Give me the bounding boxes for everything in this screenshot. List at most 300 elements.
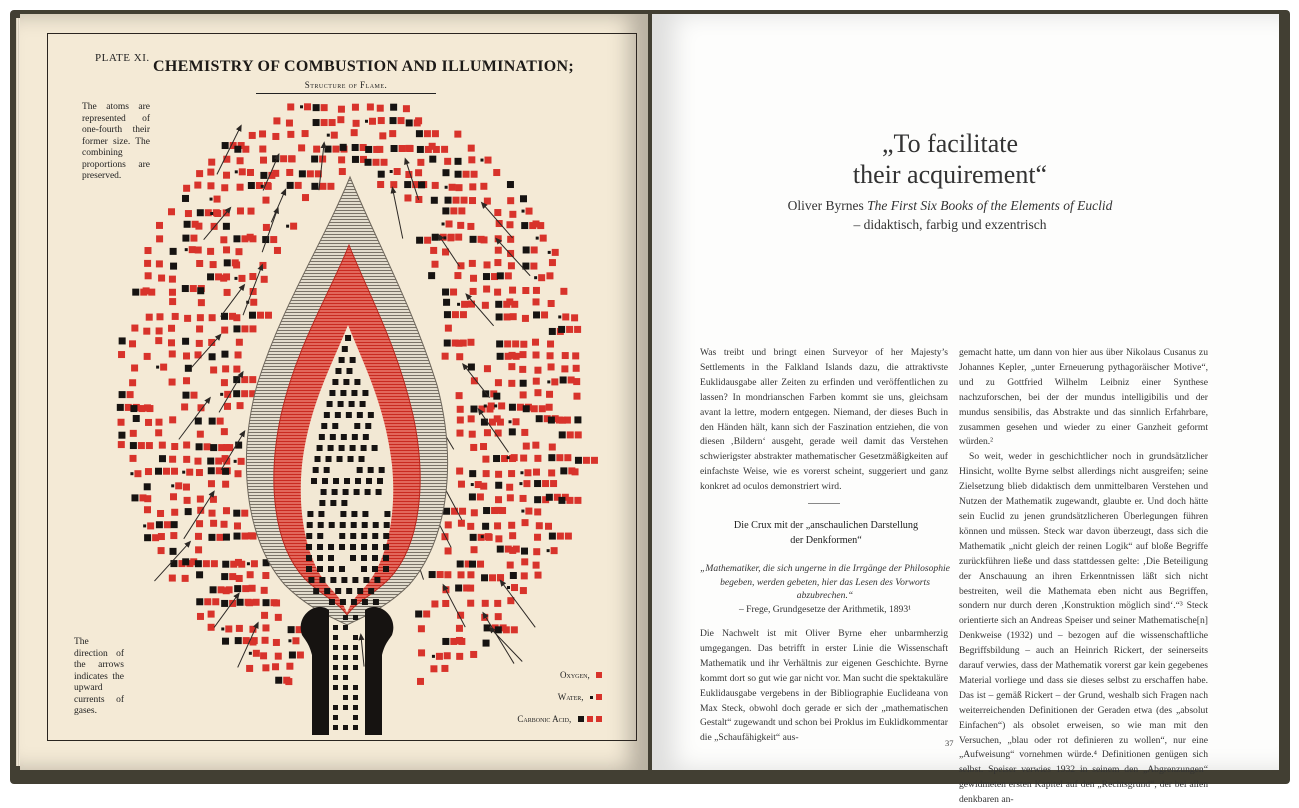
oxygen-atom	[482, 600, 489, 607]
carbon-atom	[327, 401, 333, 407]
oxygen-atom	[249, 585, 256, 592]
current-arrow	[484, 614, 514, 663]
wick-atoms	[333, 615, 358, 730]
carbon-atom	[317, 555, 323, 561]
oxygen-atom	[429, 143, 436, 150]
oxygen-atom	[493, 169, 500, 176]
carbon-atom	[339, 566, 345, 572]
oxygen-atom	[533, 548, 540, 555]
carbon-atom	[384, 522, 390, 528]
carbon-atom	[373, 522, 379, 528]
oxygen-atom	[204, 443, 211, 450]
carbon-atom	[534, 496, 541, 503]
oxygen-atom	[170, 532, 177, 539]
hydrogen-atom	[445, 186, 448, 189]
oxygen-atom	[237, 184, 244, 191]
carbon-atom	[346, 368, 352, 374]
oxygen-atom	[520, 455, 527, 462]
carbon-atom	[406, 119, 413, 126]
plate-title: CHEMISTRY OF COMBUSTION AND ILLUMINATION;	[153, 58, 593, 76]
oxygen-atom	[289, 155, 296, 162]
oxygen-atom	[457, 222, 464, 229]
carbon-atom	[311, 156, 318, 163]
oxygen-atom	[196, 170, 203, 177]
oxygen-atom	[253, 599, 260, 606]
oxygen-atom	[445, 521, 452, 528]
oxygen-atom	[533, 352, 540, 359]
oxygen-atom	[169, 379, 176, 386]
carbon-atom	[343, 695, 348, 700]
oxygen-atom	[157, 510, 164, 517]
oxygen-atom	[242, 585, 249, 592]
carbon-atom	[373, 599, 379, 605]
oxygen-atom	[262, 637, 269, 644]
oxygen-atom	[146, 314, 153, 321]
carbon-atom	[353, 685, 358, 690]
hydrogen-atom	[249, 652, 252, 655]
carbon-atom	[317, 544, 323, 550]
oxygen-atom	[208, 611, 215, 618]
oxygen-atom	[549, 444, 556, 451]
hydrogen-atom	[300, 105, 303, 108]
oxygen-atom	[508, 522, 515, 529]
carbon-atom	[509, 428, 516, 435]
oxygen-atom	[118, 419, 125, 426]
oxygen-atom	[547, 341, 554, 348]
carbon-atom	[324, 146, 331, 153]
oxygen-atom	[532, 220, 539, 227]
oxygen-atom	[520, 341, 527, 348]
oxygen-atom	[535, 572, 542, 579]
carbon-atom	[335, 588, 341, 594]
carbon-atom	[365, 146, 372, 153]
oxygen-atom	[223, 587, 230, 594]
oxygen-atom	[551, 547, 558, 554]
oxygen-atom	[262, 664, 269, 671]
carbon-atom	[361, 544, 367, 550]
oxygen-atom	[223, 507, 230, 514]
oxygen-atom	[469, 197, 476, 204]
carbon-atom	[249, 312, 256, 319]
oxygen-atom	[524, 469, 531, 476]
oxygen-atom	[196, 340, 203, 347]
carbon-atom	[339, 445, 345, 451]
carbon-atom	[523, 246, 530, 253]
oxygen-atom	[183, 484, 190, 491]
carbon-atom	[353, 645, 358, 650]
carbon-atom	[404, 181, 411, 188]
carbon-atom	[324, 588, 330, 594]
oxygen-atom	[156, 260, 163, 267]
oxygen-atom	[134, 470, 141, 477]
carbon-atom	[362, 511, 368, 517]
oxygen-atom	[189, 246, 196, 253]
oxygen-atom	[260, 652, 267, 659]
oxygen-atom	[236, 625, 243, 632]
oxygen-atom	[489, 574, 496, 581]
oxygen-atom	[573, 365, 580, 372]
oxygen-atom	[461, 301, 468, 308]
carbon-atom	[368, 588, 374, 594]
oxygen-atom	[565, 533, 572, 540]
subhead-book-title: The First Six Books of the Elements of Euclid	[867, 198, 1112, 213]
oxygen-atom	[557, 533, 564, 540]
hydrogen-atom	[210, 198, 213, 201]
carbon-atom	[330, 577, 336, 583]
section-title: Die Crux mit der „anschaulichen Darstellung der Denkformen“	[733, 519, 919, 548]
oxygen-atom	[275, 614, 282, 621]
oxygen-atom	[534, 534, 541, 541]
oxygen-atom	[494, 522, 501, 529]
oxygen-atom	[238, 458, 245, 465]
carbon-atom	[418, 181, 425, 188]
hydrogen-atom	[521, 510, 524, 513]
oxygen-atom	[457, 416, 464, 423]
oxygen-atom	[470, 444, 477, 451]
carbon-atom	[330, 500, 336, 506]
carbon-atom	[130, 442, 137, 449]
oxygen-atom	[292, 637, 299, 644]
oxygen-atom	[549, 259, 556, 266]
carbon-atom	[234, 585, 241, 592]
carbon-atom	[332, 379, 338, 385]
carbon-atom	[534, 480, 541, 487]
oxygen-atom	[583, 457, 590, 464]
carbon-atom	[117, 404, 124, 411]
oxygen-atom	[144, 506, 151, 513]
carbon-atom	[333, 705, 338, 710]
carbon-atom	[442, 289, 449, 296]
carbon-atom	[275, 677, 282, 684]
carbon-atom	[329, 390, 335, 396]
plate-note-atoms: The atoms are represented of one-fourth their former size. The combining proportions are preserved.	[82, 102, 150, 183]
carbon-atom	[469, 561, 476, 568]
carbon-atom	[209, 418, 216, 425]
oxygen-atom	[131, 364, 138, 371]
carbon-atom	[333, 625, 338, 630]
carbon-atom	[170, 548, 177, 555]
oxygen-atom	[469, 183, 476, 190]
hydrogen-atom	[365, 120, 368, 123]
carbon-atom	[321, 489, 327, 495]
carbon-atom	[335, 368, 341, 374]
carbon-atom	[132, 289, 139, 296]
carbon-atom	[195, 560, 202, 567]
carbon-atom	[233, 325, 240, 332]
oxygen-atom	[171, 509, 178, 516]
oxygen-atom	[238, 275, 245, 282]
oxygen-atom	[183, 352, 190, 359]
oxygen-atom	[169, 350, 176, 357]
oxygen-atom	[183, 185, 190, 192]
oxygen-atom	[430, 247, 437, 254]
carbon-atom	[343, 379, 349, 385]
oxygen-atom	[556, 454, 563, 461]
oxygen-atom	[195, 246, 202, 253]
carbon-atom	[376, 489, 382, 495]
carbon-atom	[495, 482, 502, 489]
carbon-atom	[353, 725, 358, 730]
oxygen-atom	[195, 533, 202, 540]
oxygen-atom	[207, 182, 214, 189]
col1-paragraph-2: Die Nachwelt ist mit Oliver Byrne eher unbarmherzig umgegangen. Das betrifft in erster Linie die Wissenschaft Mathematik und ihr Verhältnis zur eigenen Geschichte. Byrne kommt dort so gut wie gar nicht vor. Man sucht die spektakuläre Euklidausgabe vergebens in der Bibliographie Euclideana von Max Steck, obwohl doch gerade er sich der „mathematischen Gestalt“ zugewandt und schon bei Proklus im Euklidkommentar die „Schaufähigkeit“ aus-	[700, 627, 948, 746]
oxygen-atom	[480, 483, 487, 490]
oxygen-atom	[195, 223, 202, 230]
oxygen-atom	[520, 495, 527, 502]
carbon-atom	[416, 237, 423, 244]
oxygen-atom	[456, 353, 463, 360]
oxygen-atom	[235, 351, 242, 358]
carbon-atom	[372, 555, 378, 561]
oxygen-atom	[236, 339, 243, 346]
carbon-atom	[182, 392, 189, 399]
oxygen-atom	[533, 469, 540, 476]
oxygen-atom	[533, 298, 540, 305]
oxygen-atom	[220, 236, 227, 243]
carbon-atom	[507, 181, 514, 188]
oxygen-atom	[444, 571, 451, 578]
oxygen-atom	[168, 208, 175, 215]
oxygen-atom	[505, 272, 512, 279]
oxygen-atom	[432, 182, 439, 189]
oxygen-atom	[519, 351, 526, 358]
oxygen-atom	[249, 273, 256, 280]
oxygen-atom	[423, 610, 430, 617]
oxygen-atom	[327, 183, 334, 190]
carbon-atom	[353, 715, 358, 720]
carbon-atom	[306, 555, 312, 561]
oxygen-atom	[302, 194, 309, 201]
carbon-atom	[353, 665, 358, 670]
oxygen-atom	[495, 496, 502, 503]
hydrogen-atom	[432, 655, 435, 658]
carbon-atom	[222, 468, 229, 475]
section-divider	[808, 503, 840, 504]
oxygen-atom	[261, 276, 268, 283]
oxygen-atom	[441, 665, 448, 672]
oxygen-atom	[241, 390, 248, 397]
column-1-top	[700, 346, 948, 495]
oxygen-atom	[214, 210, 221, 217]
carbon-atom	[287, 182, 294, 189]
oxygen-atom	[260, 157, 267, 164]
oxygen-atom	[453, 197, 460, 204]
oxygen-atom	[510, 313, 517, 320]
oxygen-atom	[257, 312, 264, 319]
carbon-atom	[383, 566, 389, 572]
carbon-atom	[170, 560, 177, 567]
oxygen-atom	[262, 572, 269, 579]
oxygen-atom	[353, 120, 360, 127]
oxygen-atom	[373, 159, 380, 166]
oxygen-atom	[280, 155, 287, 162]
carbon-atom	[340, 144, 347, 151]
carbon-atom	[350, 357, 356, 363]
oxygen-atom	[145, 468, 152, 475]
carbon-atom	[495, 626, 502, 633]
oxygen-atom	[118, 351, 125, 358]
carbon-atom	[223, 534, 230, 541]
oxygen-atom	[272, 663, 279, 670]
hydrogen-atom	[480, 159, 483, 162]
oxygen-atom	[494, 259, 501, 266]
oxygen-atom	[452, 311, 459, 318]
oxygen-atom	[259, 146, 266, 153]
oxygen-atom	[190, 392, 197, 399]
oxygen-atom	[215, 458, 222, 465]
oxygen-atom	[508, 363, 515, 370]
oxygen-atom	[470, 275, 477, 282]
oxygen-atom	[507, 562, 514, 569]
oxygen-atom	[509, 211, 516, 218]
carbon-atom	[333, 478, 339, 484]
carbon-atom	[319, 577, 325, 583]
oxygen-atom	[273, 639, 280, 646]
oxygen-atom	[224, 289, 231, 296]
oxygen-atom	[467, 571, 474, 578]
oxygen-atom	[575, 431, 582, 438]
oxygen-atom	[430, 665, 437, 672]
hydrogen-atom	[288, 639, 291, 642]
carbon-atom	[350, 445, 356, 451]
carbon-atom	[340, 599, 346, 605]
carbon-atom	[365, 423, 371, 429]
oxygen-atom	[504, 340, 511, 347]
oxygen-atom	[444, 652, 451, 659]
carbon-atom	[368, 412, 374, 418]
oxygen-atom	[463, 171, 470, 178]
carbon-atom	[361, 566, 367, 572]
hydrogen-atom	[234, 277, 237, 280]
oxygen-atom	[208, 624, 215, 631]
oxygen-atom	[530, 263, 537, 270]
carbon-atom	[497, 272, 504, 279]
carbon-atom	[209, 353, 216, 360]
carbon-atom	[185, 508, 192, 515]
oxygen-atom	[233, 366, 240, 373]
oxygen-atom	[329, 119, 336, 126]
carbon-atom	[352, 144, 359, 151]
carbon-atom	[416, 130, 423, 137]
hydrogen-atom	[519, 482, 522, 485]
oxygen-atom	[456, 392, 463, 399]
carbon-atom	[343, 685, 348, 690]
oxygen-atom	[217, 418, 224, 425]
carbon-atom	[337, 456, 343, 462]
carbon-atom	[221, 600, 228, 607]
plate-note-arrows: The direction of the arrows indicates the upward currents of gases.	[74, 637, 124, 718]
oxygen-atom	[183, 377, 190, 384]
oxygen-atom	[168, 325, 175, 332]
carbon-atom	[263, 599, 270, 606]
oxygen-atom	[129, 379, 136, 386]
carbon-atom	[559, 431, 566, 438]
carbon-atom	[558, 497, 565, 504]
oxygen-atom	[233, 261, 240, 268]
current-arrow	[467, 295, 493, 325]
carbon-atom	[536, 415, 543, 422]
subhead-line-1	[760, 196, 1140, 215]
oxygen-atom	[246, 665, 253, 672]
oxygen-atom	[198, 299, 205, 306]
hydrogen-atom	[327, 134, 330, 137]
oxygen-atom	[209, 510, 216, 517]
carbon-atom	[196, 571, 203, 578]
oxygen-atom	[548, 300, 555, 307]
oxygen-atom	[339, 168, 346, 175]
carbon-atom	[372, 445, 378, 451]
carbon-atom	[362, 522, 368, 528]
oxygen-atom	[221, 521, 228, 528]
oxygen-atom	[484, 261, 491, 268]
oxygen-atom	[220, 275, 227, 282]
carbon-atom	[344, 478, 350, 484]
oxygen-atom	[144, 260, 151, 267]
carbon-atom	[330, 434, 336, 440]
oxygen-atom	[241, 325, 248, 332]
oxygen-atom	[566, 326, 573, 333]
carbon-atom	[368, 467, 374, 473]
carbon-atom	[496, 340, 503, 347]
subhead-line-2: – didaktisch, farbig und exzentrisch	[760, 215, 1140, 234]
carbon-atom	[306, 566, 312, 572]
oxygen-atom	[521, 572, 528, 579]
oxygen-atom	[458, 207, 465, 214]
carbon-atom	[248, 182, 255, 189]
carbon-atom	[332, 489, 338, 495]
oxygen-atom	[144, 495, 151, 502]
carbon-atom	[311, 183, 318, 190]
carbon-atom	[341, 434, 347, 440]
oxygen-atom	[446, 220, 453, 227]
oxygen-atom	[145, 272, 152, 279]
carbon-atom	[343, 665, 348, 670]
oxygen-atom	[450, 289, 457, 296]
oxygen-atom	[185, 210, 192, 217]
oxygen-atom	[509, 547, 516, 554]
current-arrow	[501, 582, 535, 628]
carbon-atom	[383, 555, 389, 561]
oxygen-atom	[169, 575, 176, 582]
carbon-atom	[362, 390, 368, 396]
hydrogen-atom	[494, 404, 497, 407]
hydrogen-atom	[484, 404, 487, 407]
oxygen-atom	[511, 584, 518, 591]
oxygen-atom	[494, 600, 501, 607]
oxygen-atom	[144, 353, 151, 360]
oxygen-atom	[184, 315, 191, 322]
oxygen-atom	[418, 625, 425, 632]
oxygen-atom	[159, 442, 166, 449]
oxygen-atom	[242, 146, 249, 153]
epigraph-attribution: – Frege, Grundgesetze der Arithmetik, 1893¹	[700, 603, 950, 617]
oxygen-atom	[367, 103, 374, 110]
carbon-atom	[352, 156, 359, 163]
oxygen-atom	[424, 130, 431, 137]
carbon-atom	[546, 494, 553, 501]
oxygen-atom	[521, 429, 528, 436]
oxygen-atom	[460, 311, 467, 318]
oxygen-atom	[131, 325, 138, 332]
current-arrow	[406, 160, 419, 200]
carbon-atom	[346, 412, 352, 418]
oxygen-atom	[352, 104, 359, 111]
carbon-atom	[377, 478, 383, 484]
column-2	[959, 346, 1208, 808]
oxygen-atom	[249, 132, 256, 139]
oxygen-atom	[415, 117, 422, 124]
oxygen-atom	[485, 533, 492, 540]
